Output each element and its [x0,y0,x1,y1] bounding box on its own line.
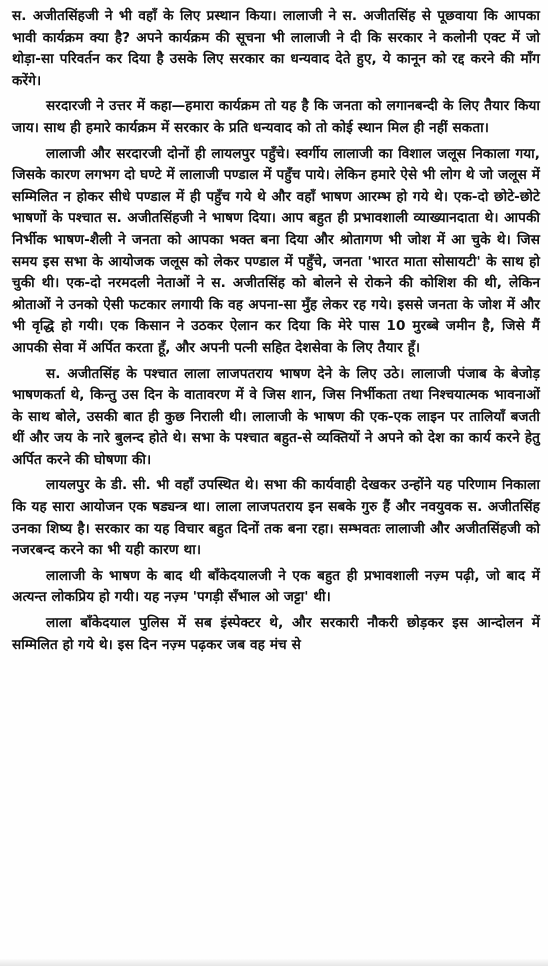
page-edge-shadow [0,958,548,966]
paragraph-2: सरदारजी ने उत्तर में कहा—हमारा कार्यक्रम तो यह है कि जनता को लगानबन्दी के लिए तैयार किया जाय। साथ ही हमारे कार्यक्रम में सरकार के प्रति धन्यवाद को तो कोई स्थान मिल ही नहीं सकता। [12,98,540,136]
paragraph-1: स. अजीतसिंहजी ने भी वहाँ के लिए प्रस्थान किया। लालाजी ने स. अजीतसिंह से पूछवाया कि आपका भावी कार्यक्रम क्या है? अपने कार्यक्रम की सूचना भी लालाजी ने दी कि सरकार ने कलोनी एक्ट में जो थोड़ा-सा परिवर्तन कर दिया है उसके लिए सरकार का धन्यवाद देते हुए, ये कानून को रद्द करने की माँग करेंगे। [12,8,540,89]
paragraph-6: लालाजी के भाषण के बाद थी बाँकेदयालजी ने एक बहुत ही प्रभावशाली नज़्म पढ़ी, जो बाद में अत्यन्त लोकप्रिय हो गयी। यह नज़्म 'पगड़ी सँभाल ओ जट्टा' थी। [12,567,540,606]
paragraph-3: लालाजी और सरदारजी दोनों ही लायलपुर पहुँचे। स्वर्गीय लालाजी का विशाल जलूस निकाला गया, जिसके कारण लगभग दो घण्टे में लालाजी पण्डाल में पहुँच पाये। लेकिन हमारे ऐसे भी लोग थे जो जलूस में सम्मिलित न होकर सीधे पण्डाल में ही पहुँच गये थे और वहाँ भाषण आरम्भ हो गये थे। एक-दो छोटे-छोटे भाषणों के पश्चात स. अजीतसिंहजी ने भाषण दिया। आप बहुत ही प्रभावशाली व्याख्यानदाता थे। आपकी निर्भीक भाषण-शैली ने जनता को आपका भक्त बना दिया और श्रोतागण भी जोश में आ चुके थे। जिस समय इस सभा के आयोजक जलूस को लेकर पण्डाल में पहुँचे, जनता 'भारत माता सोसायटी' के साथ हो चुकी थी। एक-दो नरमदली नेताओं ने स. अजीतसिंह को बोलने से रोकने की कोशिश की थी, लेकिन श्रोताओं ने उनको ऐसी फटकार लगायी कि वह अपना-सा मुँह लेकर रह गये। इससे जनता के जोश में और भी वृद्धि हो गयी। एक किसान ने उठकर ऐलान कर दिया कि मेरे पास 10 मुरब्बे जमीन है, जिसे मैं आपकी सेवा में अर्पित करता हूँ, और अपनी पत्नी सहित देशसेवा के लिए तैयार हूँ। [12,145,540,356]
paragraph-7: लाला बाँकेदयाल पुलिस में सब इंस्पेक्टर थे, और सरकारी नौकरी छोड़कर इस आन्दोलन में सम्मिलित हो गये थे। इस दिन नज़्म पढ़कर जब वह मंच से [12,615,540,653]
paragraph-5: लायलपुर के डी. सी. भी वहाँ उपस्थित थे। सभा की कार्यवाही देखकर उन्होंने यह परिणाम निकाला कि यह सारा आयोजन एक षड्यन्त्र था। लाला लाजपतराय इन सबके गुरु हैं और नवयुवक स. अजीतसिंह उनका शिष्य है। सरकार का यह विचार बहुत दिनों तक बना रहा। सम्भवतः लालाजी और अजीतसिंहजी को नजरबन्द करने का भी यही कारण था। [12,477,540,559]
paragraph-4: स. अजीतसिंह के पश्चात लाला लाजपतराय भाषण देने के लिए उठे। लालाजी पंजाब के बेजोड़ भाषणकर्ता थे, किन्तु उस दिन के वातावरण में वे जिस शान, जिस निर्भीकता तथा निश्चयात्मक भावनाओं के साथ बोले, उसकी बात ही कुछ निराली थी। लालाजी के भाषण की एक-एक लाइन पर तालियाँ बजती थीं और जय के नारे बुलन्द होते थे। सभा के पश्चात बहुत-से व्यक्तियों ने अपने को देश का कार्य करने हेतु अर्पित करने की घोषणा की। [12,365,540,468]
